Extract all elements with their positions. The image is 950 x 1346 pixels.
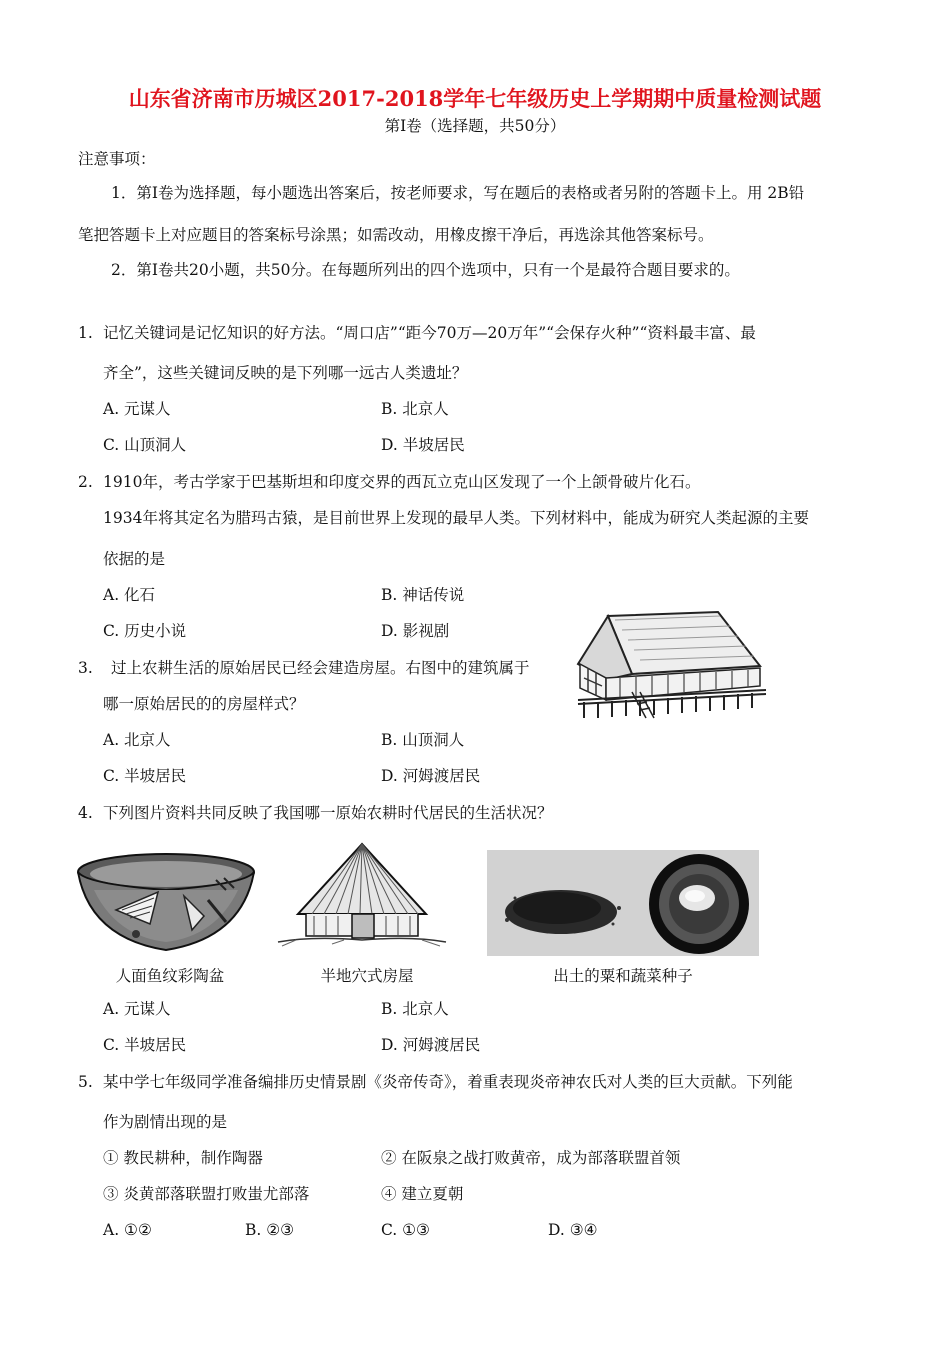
question-2-option-a: A. 化石 xyxy=(103,586,156,604)
question-1-text-line1: 记忆关键词是记忆知识的好方法。“周口店”“距今70万—20万年”“会保存火种”“资料最丰富、最 xyxy=(103,324,756,342)
question-3-option-c: C. 半坡居民 xyxy=(103,767,187,785)
semi-subterranean-house-image xyxy=(272,836,452,956)
notes-line-2: 2．第Ⅰ卷共20小题，共50分。在每题所列出的四个选项中，只有一个是最符合题目要求的。 xyxy=(111,261,740,279)
question-2-option-b: B. 神话传说 xyxy=(381,586,465,604)
question-5-text-line2: 作为剧情出现的是 xyxy=(103,1113,228,1131)
question-3-option-b: B. 山顶洞人 xyxy=(381,731,465,749)
question-2-number: 2. xyxy=(78,473,93,491)
notes-line-1a: 1．第Ⅰ卷为选择题，每小题选出答案后，按老师要求，写在题后的表格或者另附的答题卡上。用 2B铅 xyxy=(111,184,805,202)
question-5-option-d: D. ③④ xyxy=(548,1221,598,1239)
question-5-number: 5. xyxy=(78,1073,93,1091)
question-5-statement-4: ④ 建立夏朝 xyxy=(381,1185,464,1203)
page-title: 山东省济南市历城区2017-2018学年七年级历史上学期期中质量检测试题 xyxy=(128,86,822,111)
question-5-option-b: B. ②③ xyxy=(245,1221,295,1239)
question-5-statement-3: ③ 炎黄部落联盟打败蚩尤部落 xyxy=(103,1185,310,1203)
question-5-text-line1: 某中学七年级同学准备编排历史情景剧《炎帝传奇》，着重表现炎帝神农氏对人类的巨大贡献。下列能 xyxy=(103,1073,793,1091)
notes-line-1b: 笔把答题卡上对应题目的答案标号涂黑；如需改动，用橡皮擦干净后，再选涂其他答案标号。 xyxy=(78,226,714,244)
question-1-option-d: D. 半坡居民 xyxy=(381,436,465,454)
section-subtitle: 第Ⅰ卷（选择题，共50分） xyxy=(384,117,566,135)
question-2-text-line1: 1910年，考古学家于巴基斯坦和印度交界的西瓦立克山区发现了一个上颌骨破片化石。 xyxy=(103,473,701,491)
millet-seeds-image xyxy=(487,850,759,956)
caption-pottery-basin: 人面鱼纹彩陶盆 xyxy=(115,967,225,985)
question-3-number: 3. xyxy=(78,659,93,677)
question-4-option-b: B. 北京人 xyxy=(381,1000,449,1018)
caption-semi-subterranean-house: 半地穴式房屋 xyxy=(320,967,414,985)
question-4-text-line1: 下列图片资料共同反映了我国哪一原始农耕时代居民的生活状况？ xyxy=(103,804,553,822)
question-1-option-a: A. 元谋人 xyxy=(103,400,171,418)
notes-heading: 注意事项： xyxy=(78,150,156,168)
question-3-option-d: D. 河姆渡居民 xyxy=(381,767,481,785)
question-5-statement-1: ① 教民耕种，制作陶器 xyxy=(103,1149,263,1167)
question-3-text-line1: 过上农耕生活的原始居民已经会建造房屋。右图中的建筑属于 xyxy=(111,659,530,677)
question-4-number: 4. xyxy=(78,804,93,822)
question-2-text-line3: 依据的是 xyxy=(103,550,166,568)
question-2-option-c: C. 历史小说 xyxy=(103,622,187,640)
question-4-option-c: C. 半坡居民 xyxy=(103,1036,187,1054)
painted-pottery-basin-image xyxy=(76,850,256,958)
question-1-text-line2: 齐全”，这些关键词反映的是下列哪一远古人类遗址？ xyxy=(103,364,468,382)
question-1-number: 1. xyxy=(78,324,93,342)
question-1-option-b: B. 北京人 xyxy=(381,400,449,418)
question-3-option-a: A. 北京人 xyxy=(103,731,171,749)
question-5-option-c: C. ①③ xyxy=(381,1221,430,1239)
question-2-text-line2: 1934年将其定名为腊玛古猿，是目前世界上发现的最早人类。下列材料中，能成为研究人类起源的主要 xyxy=(103,509,809,527)
question-3-text-line2: 哪一原始居民的的房屋样式？ xyxy=(103,695,305,713)
question-1-option-c: C. 山顶洞人 xyxy=(103,436,187,454)
question-4-option-a: A. 元谋人 xyxy=(103,1000,171,1018)
question-5-statement-2: ② 在阪泉之战打败黄帝，成为部落联盟首领 xyxy=(381,1149,681,1167)
question-2-option-d: D. 影视剧 xyxy=(381,622,450,640)
question-4-option-d: D. 河姆渡居民 xyxy=(381,1036,481,1054)
stilt-house-image xyxy=(570,608,770,720)
caption-millet-seeds: 出土的粟和蔬菜种子 xyxy=(553,967,693,985)
question-5-option-a: A. ①② xyxy=(103,1221,152,1239)
